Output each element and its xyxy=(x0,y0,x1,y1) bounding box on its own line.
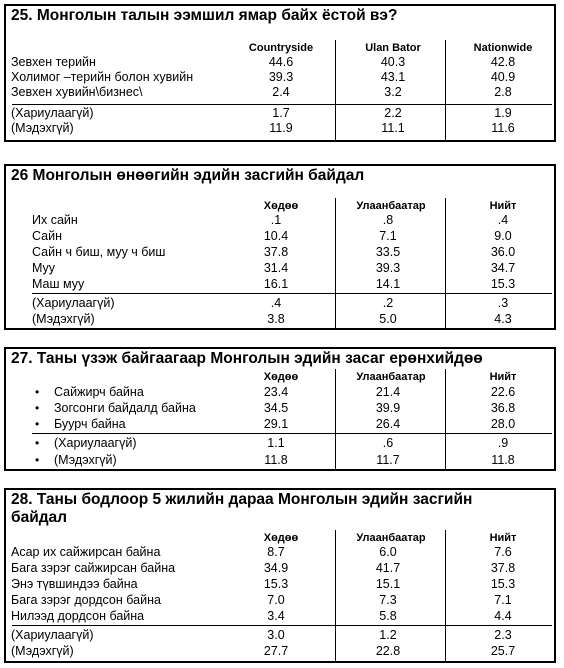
row-value: 4.4 xyxy=(494,609,512,623)
q26-header-ulaanbaatar: Улаанбаатар xyxy=(356,200,426,212)
table-row xyxy=(6,545,554,560)
row-value: 7.6 xyxy=(494,545,512,559)
row-label: Сайн xyxy=(32,229,63,243)
row-value: 11.7 xyxy=(376,453,400,467)
row-label: Маш муу xyxy=(32,277,85,291)
table-row xyxy=(6,577,554,592)
q25-title: 25. Монголын талын ээмшил ямар байх ёстой вэ? xyxy=(11,7,398,24)
row-value: 36.8 xyxy=(490,401,516,415)
row-value: .1 xyxy=(270,213,282,227)
q26-header-khodoo: Хөдөө xyxy=(263,200,299,212)
bullet-icon: • xyxy=(35,401,40,415)
row-value: .3 xyxy=(497,296,509,310)
table-row xyxy=(6,85,554,100)
row-value: 11.8 xyxy=(491,453,515,467)
row-value: 2.3 xyxy=(494,628,512,642)
row-value: 11.9 xyxy=(269,121,293,135)
table-row xyxy=(6,609,554,624)
q25-header-ulan-bator: Ulan Bator xyxy=(365,42,421,54)
table-row xyxy=(6,436,554,451)
row-value: 39.3 xyxy=(375,261,401,275)
table-row xyxy=(6,296,554,311)
row-value: 43.1 xyxy=(380,70,406,84)
q25-separator xyxy=(12,104,552,105)
row-label: Их сайн xyxy=(32,213,78,227)
row-value: 31.4 xyxy=(263,261,289,275)
table-row xyxy=(6,55,554,70)
row-value: 14.1 xyxy=(375,277,401,291)
row-value: 2.4 xyxy=(272,85,290,99)
row-value: 8.7 xyxy=(267,545,285,559)
q27-panel xyxy=(4,347,556,471)
q28-header-niit: Нийт xyxy=(489,532,517,544)
row-value: 34.5 xyxy=(263,401,289,415)
row-label: (Мэдэхгүй) xyxy=(32,312,95,326)
row-value: 34.7 xyxy=(490,261,516,275)
row-value: 15.3 xyxy=(263,577,289,591)
row-label: (Хариулаагүй) xyxy=(54,436,137,450)
row-value: 33.5 xyxy=(375,245,401,259)
row-label: Нилээд дордсон байна xyxy=(11,609,145,623)
q26-header-niit: Нийт xyxy=(489,200,517,212)
q27-title: 27. Таны үзэж байгаагаар Монголын эдийн засаг ерөнхийдөө xyxy=(11,350,483,367)
row-label: Бага зэрэг дордсон байна xyxy=(11,593,161,607)
q27-header-niit: Нийт xyxy=(489,371,517,383)
row-value: .2 xyxy=(382,296,394,310)
row-label: Зевхен терийн xyxy=(11,55,96,69)
table-row xyxy=(6,245,554,260)
row-value: 42.8 xyxy=(490,55,516,69)
row-value: 44.6 xyxy=(268,55,294,69)
table-row xyxy=(6,628,554,643)
table-row xyxy=(6,385,554,400)
row-label: Сайн ч биш, муу ч биш xyxy=(32,245,166,259)
row-value: 7.1 xyxy=(494,593,512,607)
q26-panel xyxy=(4,164,556,330)
table-row xyxy=(6,561,554,576)
row-label: Асар их сайжирсан байна xyxy=(11,545,161,559)
row-value: .8 xyxy=(382,213,394,227)
row-value: 7.3 xyxy=(379,593,397,607)
q27-separator xyxy=(32,433,552,434)
row-label: (Хариулаагүй) xyxy=(11,106,94,120)
row-value: 21.4 xyxy=(375,385,401,399)
row-value: 37.8 xyxy=(263,245,289,259)
row-value: .9 xyxy=(497,436,509,450)
table-row xyxy=(6,213,554,228)
row-value: 25.7 xyxy=(490,644,516,658)
row-value: 5.0 xyxy=(379,312,397,326)
table-row xyxy=(6,121,554,136)
row-value: 39.9 xyxy=(375,401,401,415)
q26-separator xyxy=(32,293,552,294)
row-label: (Мэдэхгүй) xyxy=(54,453,117,467)
row-value: 3.8 xyxy=(267,312,285,326)
row-label: Бага зэрэг сайжирсан байна xyxy=(11,561,176,575)
table-row xyxy=(6,312,554,327)
row-value: 1.9 xyxy=(494,106,512,120)
row-label: (Хариулаагүй) xyxy=(11,628,94,642)
row-value: 1.2 xyxy=(379,628,397,642)
table-row xyxy=(6,401,554,416)
table-row xyxy=(6,453,554,468)
row-value: 15.3 xyxy=(490,577,516,591)
row-label: Зогсонги байдалд байна xyxy=(54,401,196,415)
q28-header-ulaanbaatar: Улаанбаатар xyxy=(356,532,426,544)
row-value: 3.2 xyxy=(384,85,402,99)
row-value: 2.2 xyxy=(384,106,402,120)
row-value: 16.1 xyxy=(263,277,289,291)
row-value: 40.3 xyxy=(380,55,406,69)
row-value: 22.8 xyxy=(375,644,401,658)
table-row xyxy=(6,70,554,85)
row-value: 7.1 xyxy=(379,229,397,243)
row-value: 10.4 xyxy=(263,229,289,243)
bullet-icon: • xyxy=(35,417,40,431)
q27-header-ulaanbaatar: Улаанбаатар xyxy=(356,371,426,383)
row-value: .4 xyxy=(497,213,509,227)
row-value: 2.8 xyxy=(494,85,512,99)
row-value: 11.6 xyxy=(491,121,515,135)
row-value: 23.4 xyxy=(263,385,289,399)
row-label: Буурч байна xyxy=(54,417,126,431)
row-value: 27.7 xyxy=(263,644,289,658)
row-value: 28.0 xyxy=(490,417,516,431)
row-value: 1.1 xyxy=(267,436,285,450)
row-value: 41.7 xyxy=(375,561,401,575)
row-value: 1.7 xyxy=(272,106,290,120)
row-value: 34.9 xyxy=(263,561,289,575)
table-row xyxy=(6,644,554,659)
table-row xyxy=(6,417,554,432)
row-value: 26.4 xyxy=(375,417,401,431)
row-label: Энэ түвшиндээ байна xyxy=(11,577,138,591)
row-value: .4 xyxy=(270,296,282,310)
row-value: 37.8 xyxy=(490,561,516,575)
row-value: 9.0 xyxy=(494,229,512,243)
row-label: (Хариулаагүй) xyxy=(32,296,115,310)
row-label: Холимог –терийн болон хувийн xyxy=(11,70,194,84)
row-label: (Мэдэхгүй) xyxy=(11,644,74,658)
row-label: Муу xyxy=(32,261,56,275)
table-row xyxy=(6,593,554,608)
table-row xyxy=(6,277,554,292)
q26-title: 26 Монголын өнөөгийн эдийн засгийн байдал xyxy=(11,167,365,184)
table-row xyxy=(6,261,554,276)
q28-title-line2: байдал xyxy=(11,509,68,526)
row-value: 15.1 xyxy=(375,577,401,591)
q28-panel xyxy=(4,488,556,663)
row-value: 4.3 xyxy=(494,312,512,326)
row-value: 36.0 xyxy=(490,245,516,259)
q25-header-nationwide: Nationwide xyxy=(473,42,533,54)
row-value: 3.4 xyxy=(267,609,285,623)
bullet-icon: • xyxy=(35,436,40,450)
q25-panel xyxy=(4,4,556,142)
row-label: (Мэдэхгүй) xyxy=(11,121,74,135)
row-value: 15.3 xyxy=(490,277,516,291)
bullet-icon: • xyxy=(35,385,40,399)
q25-header-countryside: Countryside xyxy=(248,42,314,54)
row-value: 39.3 xyxy=(268,70,294,84)
row-value: .6 xyxy=(382,436,394,450)
bullet-icon: • xyxy=(35,453,40,467)
q28-separator xyxy=(12,625,552,626)
row-value: 22.6 xyxy=(490,385,516,399)
row-value: 40.9 xyxy=(490,70,516,84)
row-label: Зевхен хувийн\бизнес\ xyxy=(11,85,143,99)
row-value: 3.0 xyxy=(267,628,285,642)
row-label: Сайжирч байна xyxy=(54,385,144,399)
q28-title-line1: 28. Таны бодлоор 5 жилийн дараа Монголын эдийн засгийн xyxy=(11,491,473,508)
table-row xyxy=(6,106,554,121)
row-value: 5.8 xyxy=(379,609,397,623)
row-value: 11.1 xyxy=(381,121,405,135)
row-value: 7.0 xyxy=(267,593,285,607)
row-value: 6.0 xyxy=(379,545,397,559)
row-value: 29.1 xyxy=(263,417,289,431)
row-value: 11.8 xyxy=(264,453,288,467)
q27-header-khodoo: Хөдөө xyxy=(263,371,299,383)
table-row xyxy=(6,229,554,244)
q28-header-khodoo: Хөдөө xyxy=(263,532,299,544)
